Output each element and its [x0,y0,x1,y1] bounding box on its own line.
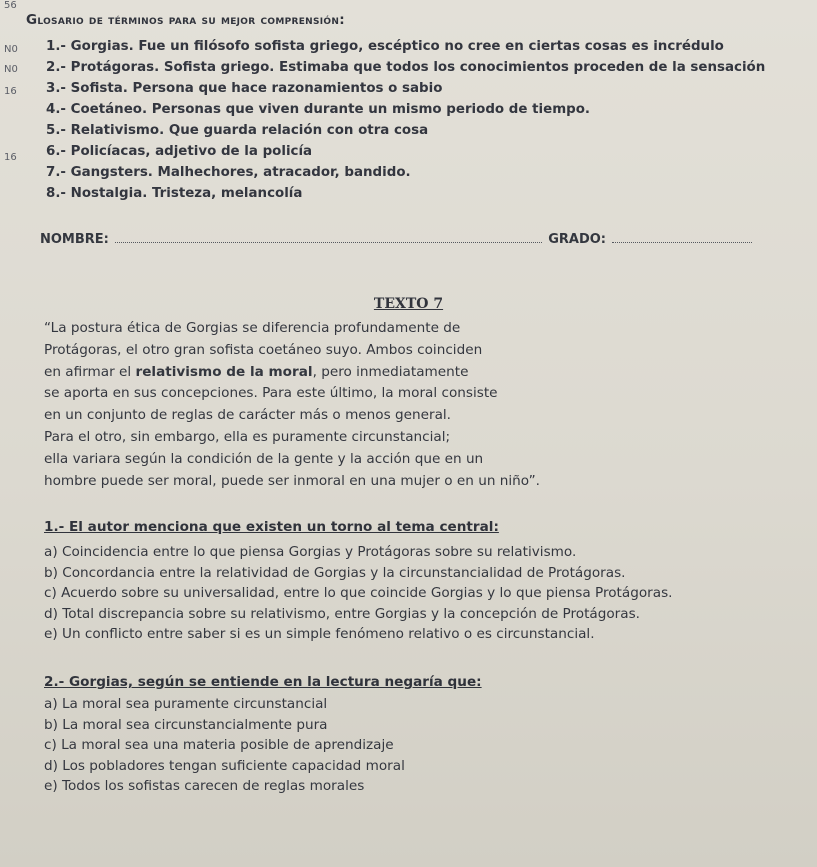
passage-emphasis: relativismo de la moral [135,363,313,380]
passage-line: ella variara según la condición de la gente y la acción que en un [44,450,484,467]
margin-mark: N0 [4,64,18,75]
answer-option[interactable]: e) Un conflicto entre saber si es un simple fenómeno relativo o es circunstancial. [44,626,595,643]
question-2-prompt: 2.- Gorgias, según se entiende en la lectura negaría que: [44,674,482,690]
answer-option[interactable]: b) Concordancia entre la relatividad de Gorgias y la circunstancialidad de Protágoras. [44,564,626,581]
answer-option[interactable]: d) Los pobladores tengan suficiente capacidad moral [44,757,405,774]
glossary-item: 6.- Policíacas, adjetivo de la policía [46,144,313,159]
passage-line: hombre puede ser moral, puede ser inmoral en una mujer o en un niño”. [44,472,540,489]
grade-field[interactable] [612,241,752,243]
passage-segment: , pero inmediatamente [312,363,469,380]
answer-option[interactable]: a) Coincidencia entre lo que piensa Gorgias y Protágoras sobre su relativismo. [44,544,577,560]
question-1-prompt: 1.- El autor menciona que existen un torno al tema central: [44,519,499,535]
glossary-item: 1.- Gorgias. Fue un filósofo sofista griego, escéptico no cree en ciertas cosas es incrédulo [46,39,724,54]
name-field[interactable] [115,241,542,243]
passage-segment: en afirmar el [44,363,136,380]
answer-option[interactable]: b) La moral sea circunstancialmente pura [44,716,328,733]
name-label: NOMBRE: [40,232,109,247]
grade-label: GRADO: [548,232,606,247]
glossary-item: 2.- Protágoras. Sofista griego. Estimaba que todos los conocimientos proceden de la sensación [46,60,766,75]
question-2-options [44,694,405,797]
margin-mark: N0 [4,44,18,55]
reading-passage [44,318,644,492]
passage-line: Para el otro, sin embargo, ella es puramente circunstancial; [44,428,451,445]
margin-marks [0,0,30,260]
passage-line: en un conjunto de reglas de carácter más o menos general. [44,407,451,424]
passage-line: Protágoras, el otro gran sofista coetáneo suyo. Ambos coinciden [44,341,483,358]
glossary-title: Glosario de términos para su mejor comprensión: [26,12,345,28]
glossary-item: 3.- Sofista. Persona que hace razonamientos o sabio [46,81,443,96]
question-1-options [44,542,673,645]
answer-option[interactable]: e) Todos los sofistas carecen de reglas morales [44,778,365,795]
answer-option[interactable]: c) La moral sea una materia posible de aprendizaje [44,737,394,754]
glossary-item: 8.- Nostalgia. Tristeza, melancolía [46,186,303,201]
answer-option[interactable]: d) Total discrepancia sobre su relativismo, entre Gorgias y la concepción de Protágoras. [44,605,641,622]
student-info-line [40,232,752,247]
margin-mark: 56 [4,0,17,11]
glossary-item: 4.- Coetáneo. Personas que viven durante un mismo periodo de tiempo. [46,102,591,117]
glossary-list [46,36,765,204]
passage-line [44,362,644,384]
text-title: TEXTO 7 [373,296,444,312]
answer-option[interactable]: c) Acuerdo sobre su universalidad, entre lo que coincide Gorgias y lo que piensa Protágoras. [44,585,673,602]
glossary-item: 5.- Relativismo. Que guarda relación con otra cosa [46,123,429,138]
answer-option[interactable]: a) La moral sea puramente circunstancial [44,696,328,712]
glossary-item: 7.- Gangsters. Malhechores, atracador, bandido. [46,165,411,180]
margin-mark: 16 [4,152,17,163]
passage-line: se aporta en sus concepciones. Para este último, la moral consiste [44,385,498,402]
passage-line: “La postura ética de Gorgias se diferencia profundamente de [44,320,461,336]
margin-mark: 16 [4,86,17,97]
